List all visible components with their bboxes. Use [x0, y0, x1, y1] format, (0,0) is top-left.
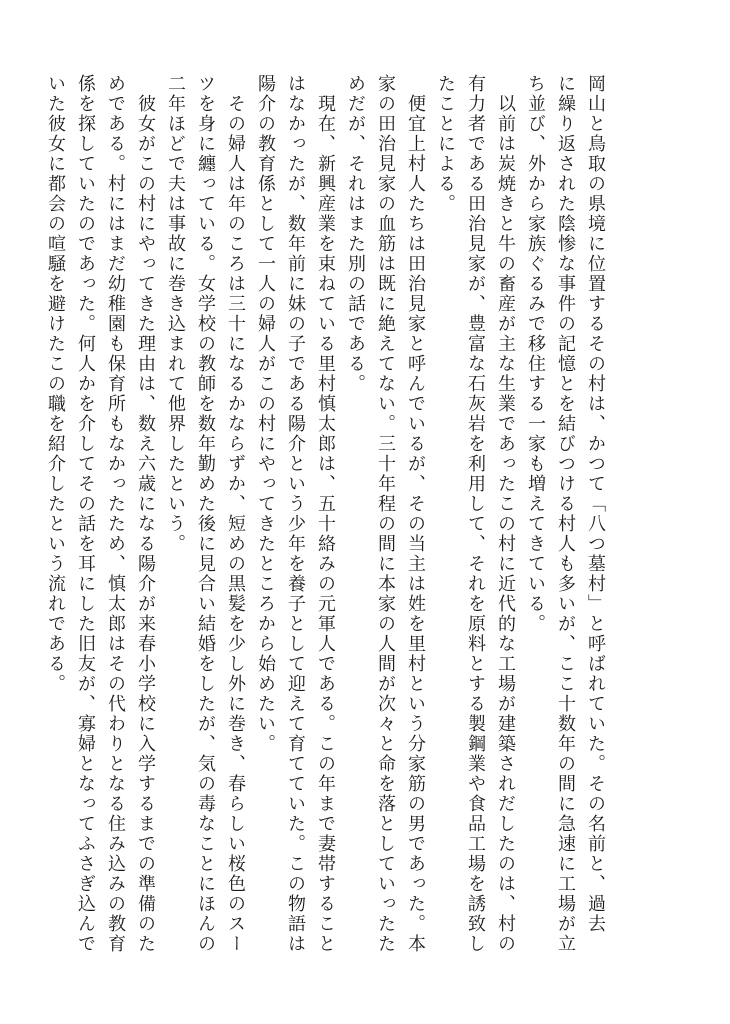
paragraph-4: 現在、新興産業を束ねている里村慎太郎は、五十絡みの元軍人である。この年まで妻帯すること はなかったが、数年前に妹の子である陽介という少年を養子として迎えて育てていた。この物語は 陽介の教育係として一人の婦人がこの村にやってきたところから始めたい。 — [255, 74, 336, 954]
paragraph-6: 彼女がこの村にやってきた理由は、数え六歳になる陽介が来春小学校に入学するまでの準備のた めである。村にはまだ幼稚園も保育所もなかったため、慎太郎はその代わりとなる住み込みの教育 係を探していたのであった。何人かを介してその話を耳にした旧友が、寡婦となってふさぎ込んで いた彼女に都会の喧騒を避けたこの職を紹介したという流れである。 — [45, 74, 156, 954]
vertical-text-body — [40, 74, 610, 978]
paragraph-2: 以前は炭焼きと牛の畜産が主な生業であったこの村に近代的な工場が建築されだしたのは、村の 有力者である田治見家が、豊富な石灰岩を利用して、それを原料とする製鋼業や食品工場を誘致し たことによる。 — [435, 74, 516, 954]
paragraph-1: 岡山と鳥取の県境に位置するその村は、かつて「八つ墓村」と呼ばれていた。その名前と、過去 に繰り返された陰惨な事件の記憶とを結びつける村人も多いが、ここ十数年の間に急速に工場が立 ち並び、外から家族ぐるみで移住する一家も増えてきている。 — [525, 74, 606, 954]
paragraph-3: 便宜上村人たちは田治見家と呼んでいるが、その当主は姓を里村という分家筋の男であった。本 家の田治見家の血筋は既に絶えてない。三十年程の間に本家の人間が次々と命を落としていったた めだが、それはまた別の話である。 — [345, 74, 426, 954]
paragraph-5: その婦人は年のころは三十になるかならずか、短めの黒髪を少し外に巻き、春らしい桜色のスー ツを身に纏っている。女学校の教師を数年勤めた後に見合い結婚をしたが、気の毒なことにほんの 二年ほどで夫は事故に巻き込まれて他界したという。 — [165, 74, 246, 954]
